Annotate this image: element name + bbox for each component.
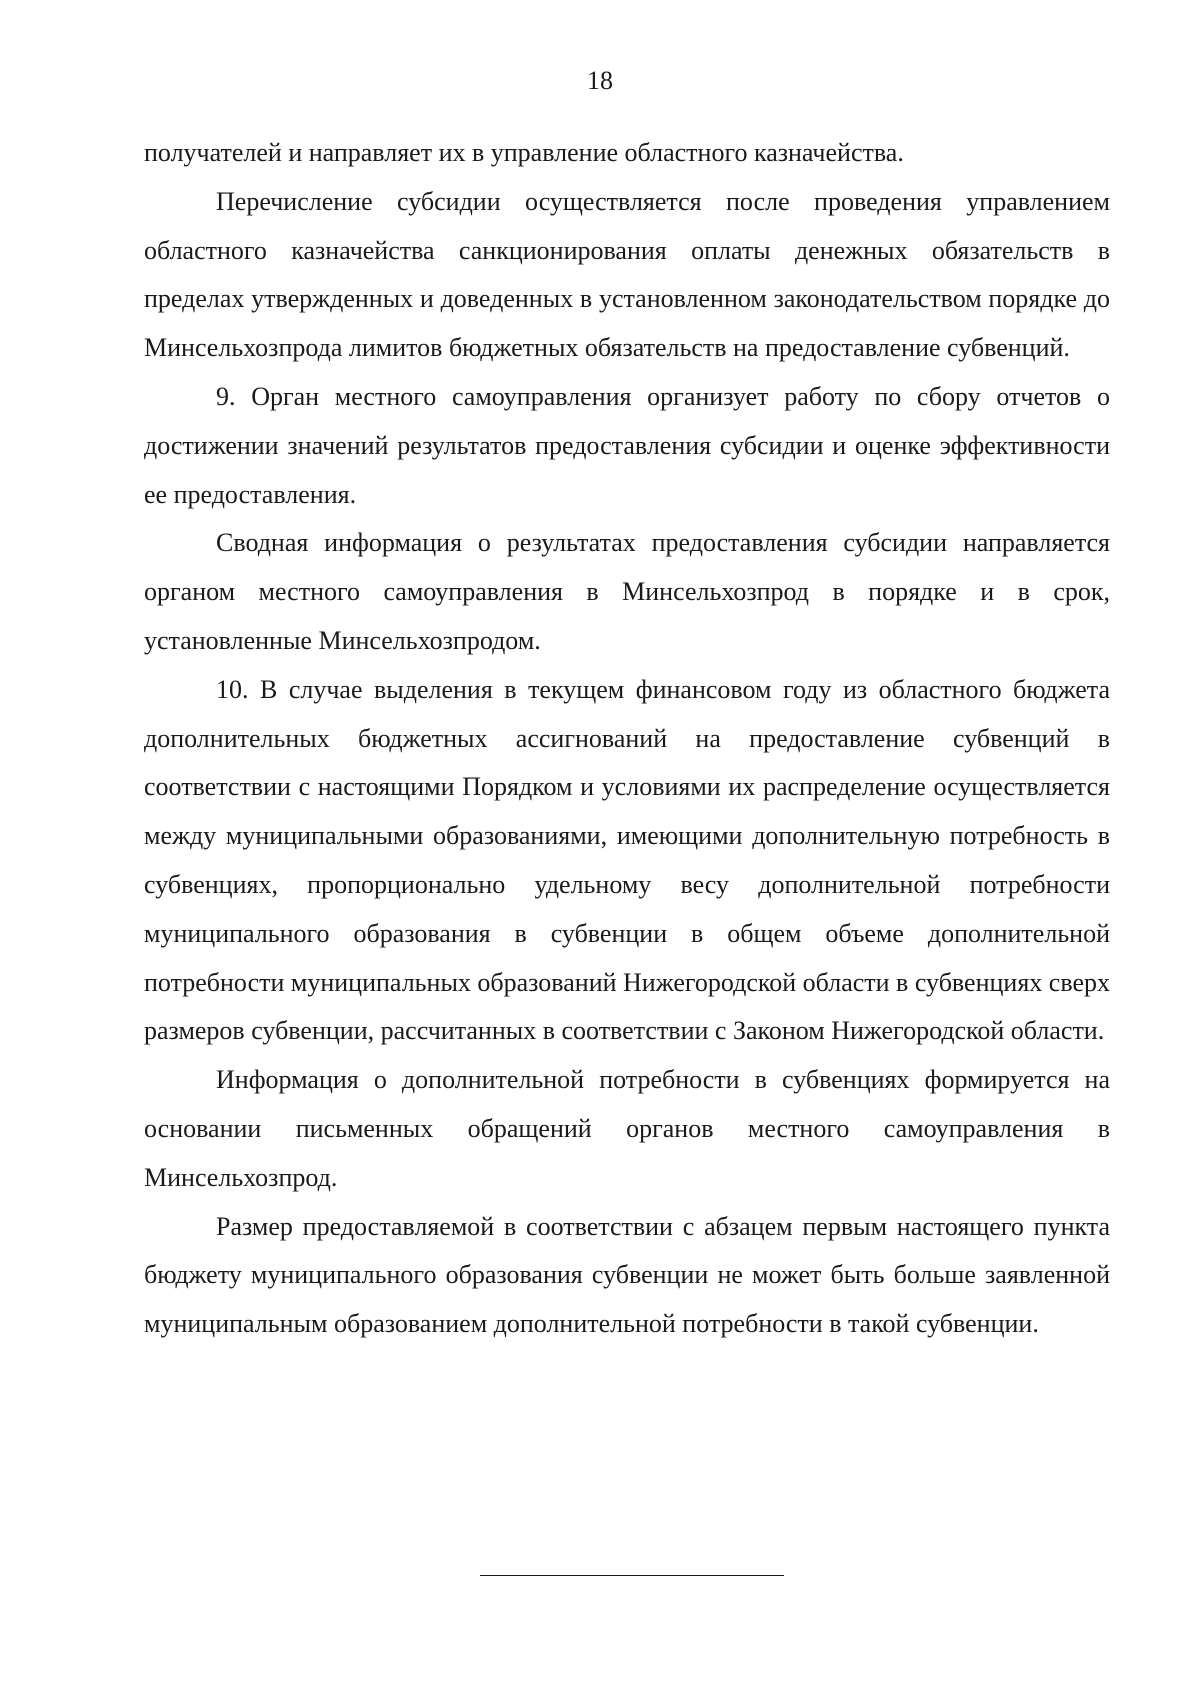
end-of-document-rule <box>480 1575 784 1576</box>
paragraph-summary-info: Сводная информация о результатах предоставления субсидии направляется органом местного самоуправления в Минсельхозпрод в порядке и в срок, установленные Минсельхозпродом. <box>144 528 1110 655</box>
paragraph-continuation: получателей и направляет их в управление областного казначейства. <box>144 138 904 167</box>
document-body <box>144 129 1110 1349</box>
paragraph-item-9: 9. Орган местного самоуправления организует работу по сбору отчетов о достижении значений результатов предоставления субсидии и оценке эффективности ее предоставления. <box>144 381 1110 509</box>
paragraph-additional-need-info: Информация о дополнительной потребности в субвенциях формируется на основании письменных обращений органов местного самоуправления в Минсельхозпрод. <box>144 1065 1110 1192</box>
paragraph-subsidy-transfer: Перечисление субсидии осуществляется после проведения управлением областного казначейства санкционирования оплаты денежных обязательств в пределах утвержденных и доведенных в установленном законодательством порядке до Минсельхозпрода лимитов бюджетных обязательств на предоставление субвенций. <box>144 186 1110 363</box>
paragraph-item-10: 10. В случае выделения в текущем финансовом году из областного бюджета дополнительных бюджетных ассигнований на предоставление субвенций в соответствии с настоящими Порядком и условиями их распределение осуществляется между муниципальными образованиями, имеющими дополнительную потребность в субвенциях, пропорционально удельному весу дополнительной потребности муниципального образования в субвенции в общем объеме дополнительной потребности муниципальных образований Нижегородской области в субвенциях сверх размеров субвенции, рассчитанных в соответствии с Законом Нижегородской области. <box>144 674 1110 1046</box>
page-number: 18 <box>587 66 613 95</box>
paragraph-subvention-size: Размер предоставляемой в соответствии с абзацем первым настоящего пункта бюджету муниципального образования субвенции не может быть больше заявленной муниципальным образованием дополнительной потребности в такой субвенции. <box>144 1211 1110 1339</box>
